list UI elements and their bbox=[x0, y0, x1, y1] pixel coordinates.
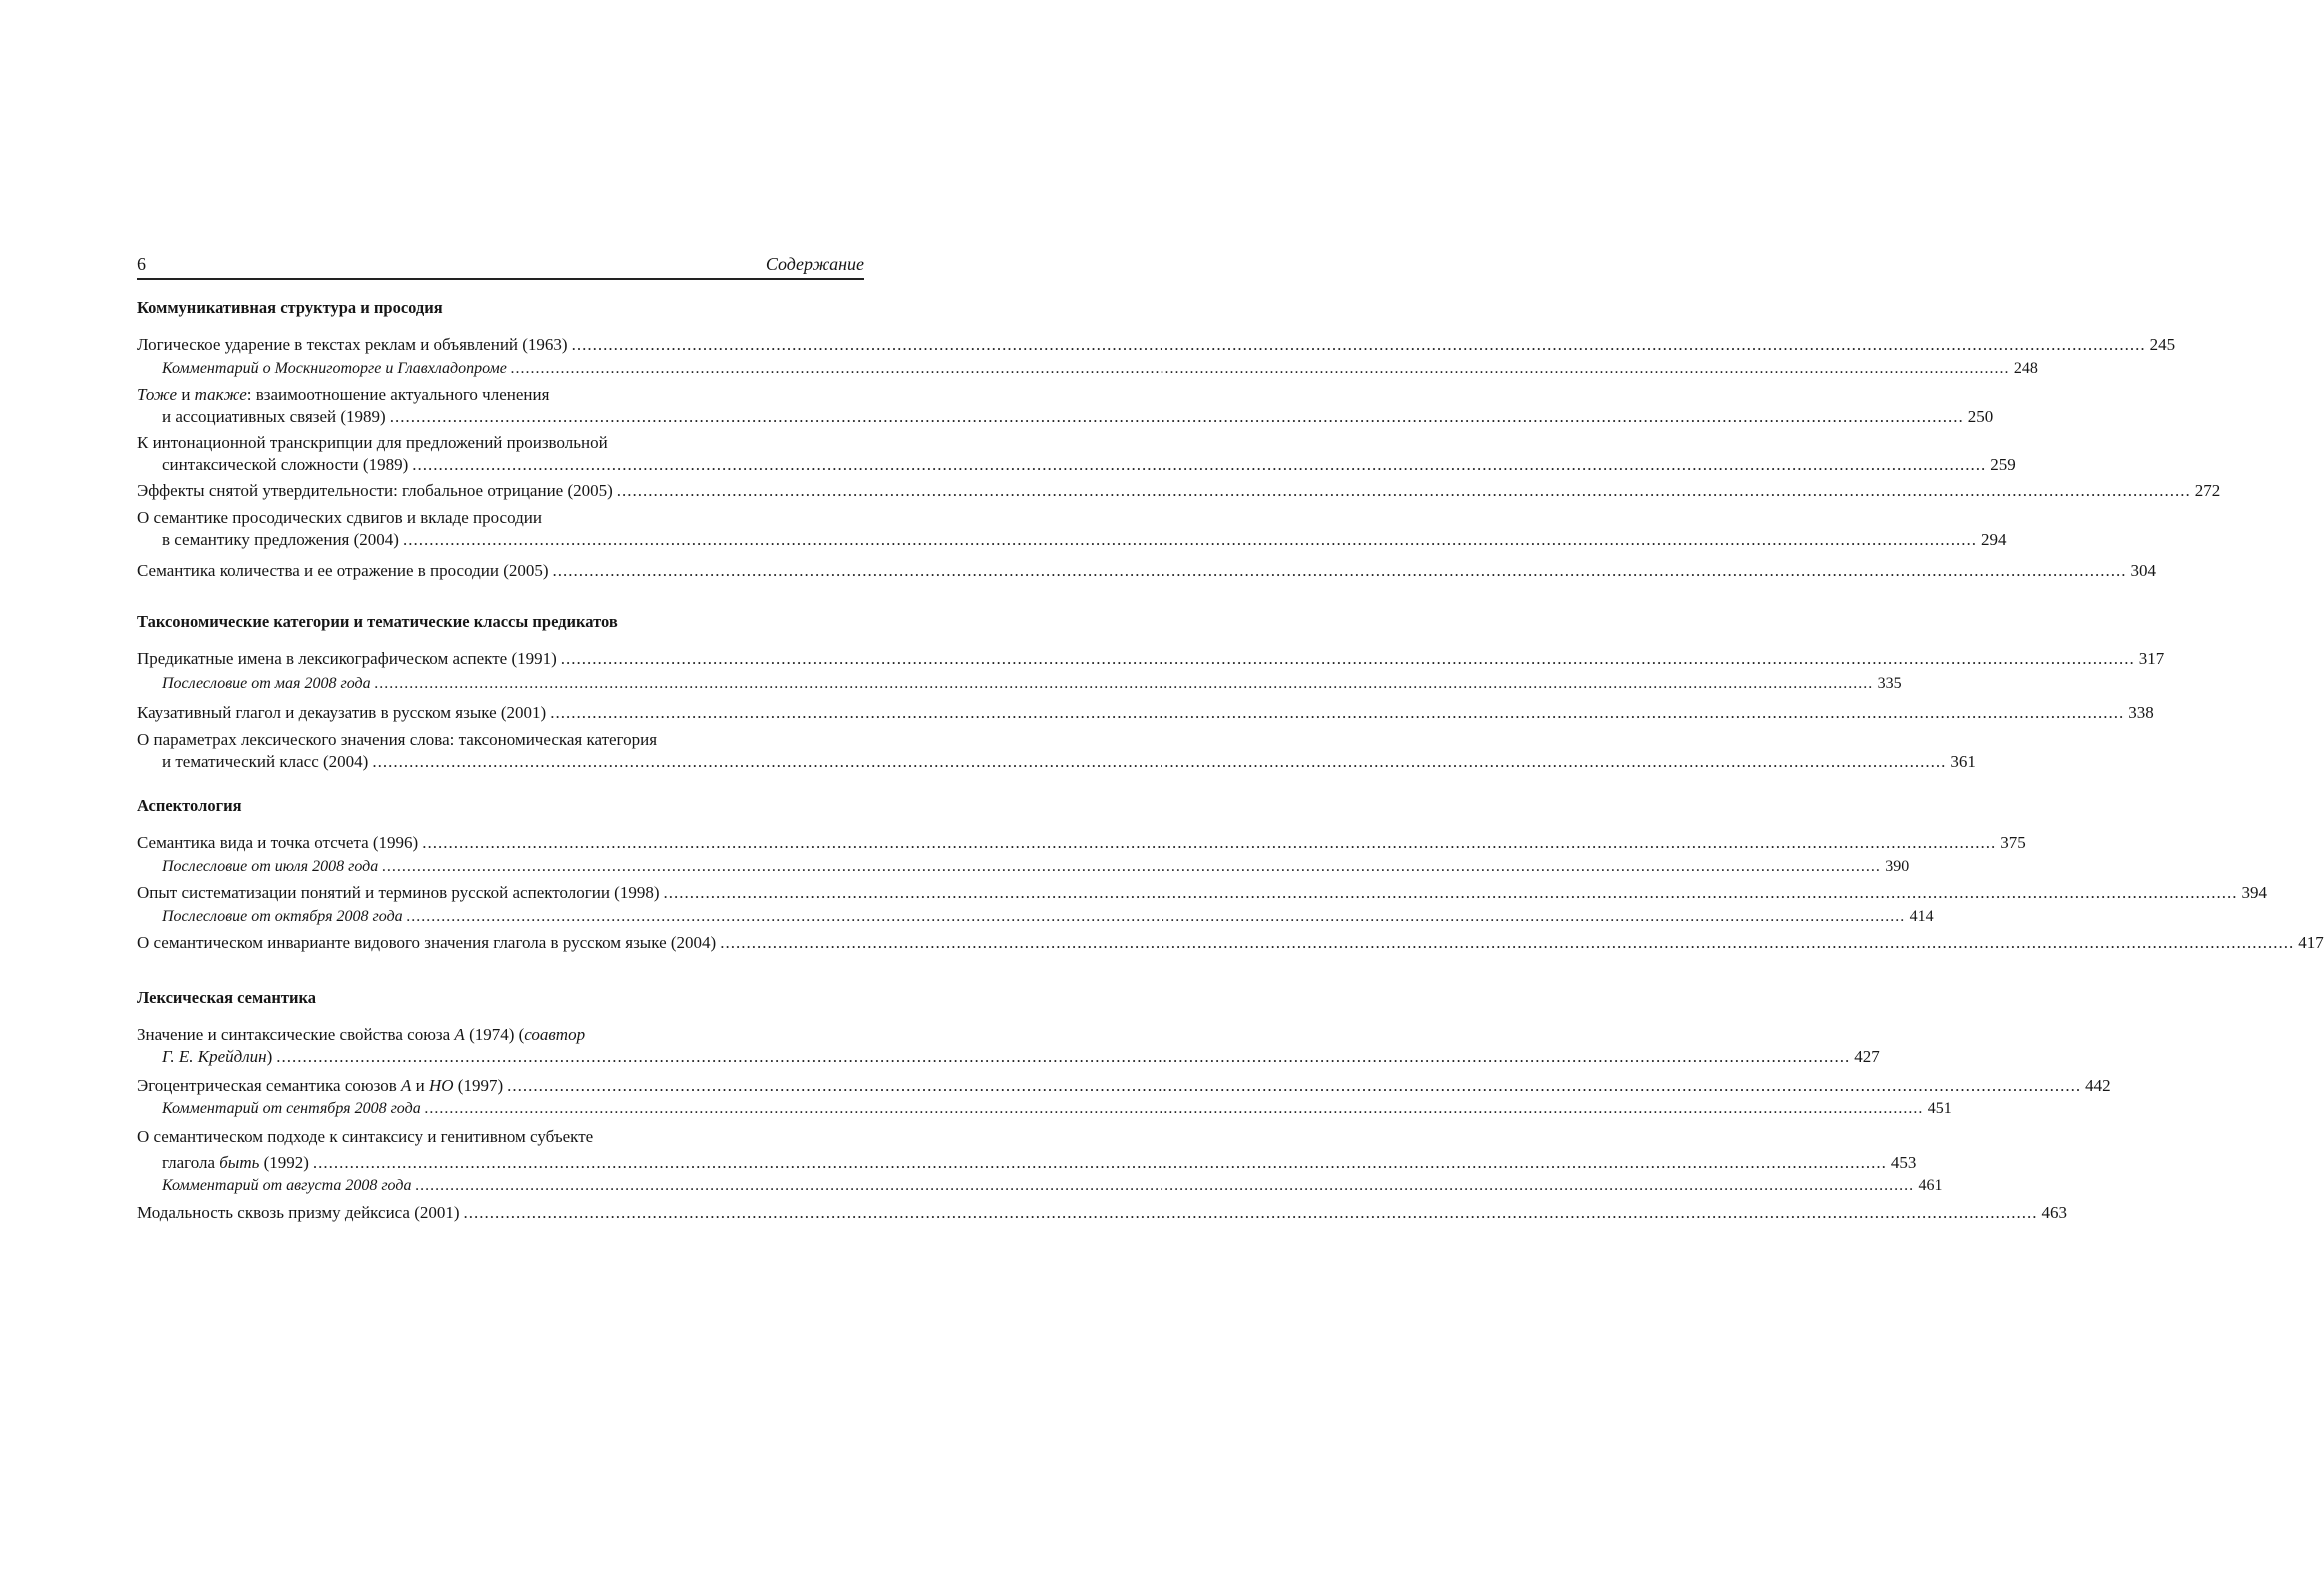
section-heading: Аспектология bbox=[137, 796, 242, 815]
page-ref: 463 bbox=[2041, 1203, 2068, 1222]
leader-dots: ............................................................................................................................................................................................................................................................................................................ bbox=[382, 858, 1882, 875]
toc-entry bbox=[137, 560, 2157, 582]
entry-text: А bbox=[454, 1025, 465, 1044]
leader-dots: ............................................................................................................................................................................................................................................................................................................ bbox=[663, 883, 2238, 902]
page-ref: 245 bbox=[2149, 335, 2176, 354]
toc-entry bbox=[137, 507, 2007, 551]
section-heading: Лексическая семантика bbox=[137, 988, 316, 1007]
page-ref: 461 bbox=[1918, 1177, 1943, 1194]
toc-entry bbox=[137, 882, 2267, 904]
page-ref: 294 bbox=[1980, 530, 2007, 549]
entry-text: О параметрах лексического значения слова: таксономическая категория bbox=[137, 730, 658, 749]
leader-dots: ............................................................................................................................................................................................................................................................................................................ bbox=[571, 335, 2146, 354]
entry-text: Семантика вида и точка отсчета (1996) bbox=[137, 833, 419, 852]
entry-text: соавтор bbox=[524, 1025, 586, 1044]
page-ref: 272 bbox=[2194, 481, 2221, 500]
entry-text: и bbox=[411, 1076, 429, 1095]
entry-text: Эффекты снятой утвердительности: глобальное отрицание (2005) bbox=[137, 481, 613, 500]
page-ref: 414 bbox=[1909, 908, 1934, 925]
entry-text: Значение и синтаксические свойства союза bbox=[137, 1025, 455, 1044]
leader-dots: ............................................................................................................................................................................................................................................................................................................ bbox=[412, 455, 1987, 474]
entry-text: Предикатные имена в лексикографическом аспекте (1991) bbox=[137, 649, 557, 668]
entry-text bbox=[162, 1046, 272, 1068]
entry-text: быть bbox=[219, 1153, 260, 1172]
page-ref: 453 bbox=[1890, 1153, 1917, 1172]
leader-dots: ............................................................................................................................................................................................................................................................................................................ bbox=[276, 1047, 1851, 1066]
entry-text: Комментарий от августа 2008 года bbox=[162, 1177, 412, 1194]
entry-text: и ассоциативных связей (1989) bbox=[162, 407, 386, 426]
entry-text: синтаксической сложности (1989) bbox=[162, 455, 409, 474]
section-heading: Коммуникативная структура и просодия bbox=[137, 298, 443, 317]
entry-text: К интонационной транскрипции для предложений произвольной bbox=[137, 433, 608, 452]
toc-entry bbox=[137, 432, 2016, 476]
entry-text: ) bbox=[266, 1047, 273, 1066]
toc-entry bbox=[137, 832, 2026, 854]
page-ref: 442 bbox=[2085, 1076, 2111, 1095]
running-title: Содержание bbox=[765, 254, 864, 274]
toc-comment bbox=[137, 906, 1934, 928]
page-ref: 375 bbox=[2000, 833, 2026, 852]
entry-text: Послесловие от июля 2008 года bbox=[162, 858, 379, 875]
entry-text: также bbox=[194, 385, 247, 404]
toc-entry bbox=[137, 1024, 1880, 1068]
entry-text: Послесловие от мая 2008 года bbox=[162, 675, 371, 692]
toc-entry bbox=[137, 702, 2154, 724]
toc-comment bbox=[137, 358, 2038, 380]
toc-comment bbox=[137, 856, 1910, 878]
leader-dots: ............................................................................................................................................................................................................................................................................................................ bbox=[372, 752, 1947, 771]
entry-text: глагола bbox=[162, 1153, 220, 1172]
leader-dots: ............................................................................................................................................................................................................................................................................................................ bbox=[422, 833, 1997, 852]
entry-text: А bbox=[400, 1076, 412, 1095]
page-ref: 451 bbox=[1927, 1100, 1952, 1117]
leader-dots: ............................................................................................................................................................................................................................................................................................................ bbox=[550, 703, 2125, 722]
toc-comment bbox=[137, 1175, 1943, 1197]
toc-entry bbox=[137, 334, 2176, 356]
leader-dots: ............................................................................................................................................................................................................................................................................................................ bbox=[720, 933, 2295, 952]
toc-comment bbox=[137, 1098, 1952, 1120]
leader-dots: ............................................................................................................................................................................................................................................................................................................ bbox=[415, 1177, 1915, 1194]
entry-text: и bbox=[177, 385, 195, 404]
entry-text: и тематический класс (2004) bbox=[162, 752, 369, 771]
page-ref: 317 bbox=[2138, 649, 2165, 668]
leader-dots: ............................................................................................................................................................................................................................................................................................................ bbox=[406, 908, 1906, 925]
running-header bbox=[137, 250, 864, 280]
toc-entry bbox=[137, 1126, 1917, 1174]
toc-entry bbox=[137, 1075, 2111, 1097]
entry-text: О семантическом инварианте видового значения глагола в русском языке (2004) bbox=[137, 933, 717, 952]
page-ref: 361 bbox=[1950, 752, 1976, 771]
entry-text: Каузативный глагол и декаузатив в русском языке (2001) bbox=[137, 703, 547, 722]
entry-text: Комментарий о Москниготорге и Главхладопроме bbox=[162, 360, 507, 377]
entry-text: О семантике просодических сдвигов и вкладе просодии bbox=[137, 508, 542, 527]
entry-text: : взаимоотношение актуального членения bbox=[246, 385, 550, 404]
page-ref: 304 bbox=[2130, 561, 2157, 580]
entry-text: в семантику предложения (2004) bbox=[162, 530, 399, 549]
entry-text bbox=[137, 1024, 864, 1046]
leader-dots: ............................................................................................................................................................................................................................................................................................................ bbox=[374, 675, 1874, 692]
leader-dots: ............................................................................................................................................................................................................................................................................................................ bbox=[312, 1153, 1887, 1172]
entry-text: НО bbox=[428, 1076, 454, 1095]
page-ref: 427 bbox=[1854, 1047, 1880, 1066]
toc-entry bbox=[137, 480, 2221, 502]
toc-entry bbox=[137, 648, 2165, 670]
entry-text: (1997) bbox=[453, 1076, 504, 1095]
entry-text: Комментарий от сентября 2008 года bbox=[162, 1100, 421, 1117]
page-ref: 248 bbox=[2013, 360, 2038, 377]
toc-entry bbox=[137, 729, 1976, 773]
leader-dots: ............................................................................................................................................................................................................................................................................................................ bbox=[560, 649, 2135, 668]
page-ref: 394 bbox=[2241, 883, 2267, 902]
entry-text: Тоже bbox=[137, 385, 178, 404]
toc-entry bbox=[137, 932, 2324, 954]
leader-dots: ............................................................................................................................................................................................................................................................................................................ bbox=[552, 561, 2127, 580]
leader-dots: ............................................................................................................................................................................................................................................................................................................ bbox=[389, 407, 1964, 426]
toc-entry bbox=[137, 384, 1994, 428]
entry-text: Послесловие от октября 2008 года bbox=[162, 908, 403, 925]
entry-text: (1992) bbox=[259, 1153, 309, 1172]
toc-comment bbox=[137, 673, 1902, 695]
page-number: 6 bbox=[137, 254, 146, 274]
page-ref: 338 bbox=[2128, 703, 2154, 722]
page-ref: 335 bbox=[1877, 675, 1902, 692]
leader-dots: ............................................................................................................................................................................................................................................................................................................ bbox=[616, 481, 2191, 500]
leader-dots: ............................................................................................................................................................................................................................................................................................................ bbox=[510, 360, 2010, 377]
entry-text: Г. Е. Крейдлин bbox=[162, 1047, 267, 1066]
entry-text: Опыт систематизации понятий и терминов русской аспектологии (1998) bbox=[137, 883, 660, 902]
entry-text: Эгоцентрическая семантика союзов bbox=[137, 1076, 401, 1095]
page-ref: 250 bbox=[1967, 407, 1994, 426]
entry-text bbox=[162, 1152, 309, 1174]
entry-text bbox=[137, 1075, 503, 1097]
entry-text: О семантическом подходе к синтаксису и генитивном субъекте bbox=[137, 1127, 594, 1146]
page-ref: 417 bbox=[2298, 933, 2324, 952]
leader-dots: ............................................................................................................................................................................................................................................................................................................ bbox=[463, 1203, 2038, 1222]
entry-text: Логическое ударение в текстах реклам и объявлений (1963) bbox=[137, 335, 568, 354]
leader-dots: ............................................................................................................................................................................................................................................................................................................ bbox=[402, 530, 1977, 549]
entry-text bbox=[137, 384, 864, 406]
section-heading: Таксономические категории и тематические классы предикатов bbox=[137, 612, 618, 631]
leader-dots: ............................................................................................................................................................................................................................................................................................................ bbox=[424, 1100, 1924, 1117]
toc-entry bbox=[137, 1202, 2068, 1224]
entry-text: (1974) ( bbox=[464, 1025, 525, 1044]
entry-text: Модальность сквозь призму дейксиса (2001) bbox=[137, 1203, 460, 1222]
entry-text: Семантика количества и ее отражение в просодии (2005) bbox=[137, 561, 549, 580]
page-ref: 259 bbox=[1990, 455, 2016, 474]
page-ref: 390 bbox=[1885, 858, 1910, 875]
leader-dots: ............................................................................................................................................................................................................................................................................................................ bbox=[507, 1076, 2082, 1095]
